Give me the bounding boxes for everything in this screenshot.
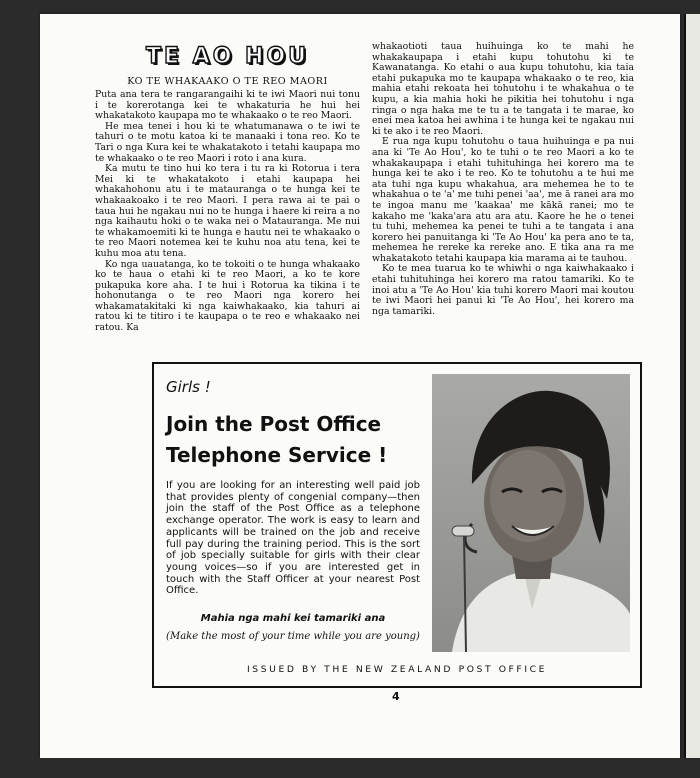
article-paragraph: He mea tenei i hou ki te whatumanawa o te iwi te tahuri o te motu katoa ki te manaaki i tona reo. Ko te Tari o nga Kura kei te whakatakoto i tetahi kaupapa mo te whakaako o te reo Maori i roto i ana kura. — [95, 120, 360, 164]
masthead-title: TE AO HOU — [145, 44, 310, 69]
ad-issuer: ISSUED BY THE NEW ZEALAND POST OFFICE — [246, 664, 548, 675]
ad-eyebrow: Girls ! — [166, 378, 211, 396]
article-column-right — [372, 42, 634, 317]
article-column-left — [95, 90, 360, 334]
ad-headline-line: Telephone Service ! — [166, 443, 388, 467]
ad-headline — [166, 409, 428, 471]
article-paragraph: E rua nga kupu tohutohu o taua huihuinga e pa nui ana ki 'Te Ao Hou', ko te tuhi o te reo Maori a ko te whakakaupapa i etahi tuhituhinga hei korero ma te hunga kei te ako i te reo. Ko te tohutohu a te hui me ata tuhi nga kupu whakahua, ara mehemea he to te whakahua o te 'a' me tuhi penei 'aa', me ā ranei ara mo te ingoa manu me 'kaakaa' me kākā ranei; mo te kakaho me 'kaka'ara atu ara atu. Kaore he he o tenei tu tuhi, mehemea ka penei te tuhi a te tangata i ana korero hei panuitanga ki 'Te Ao Hou' ka pera ano te ta, mehemea he rereke ka rereke ano. E tika ana ra me whakatakoto tetahi kaupapa kia marama ai te tauhou. — [372, 136, 634, 264]
article-paragraph: Ka mutu te tino hui ko tera i tu ra ki Rotorua i tera Mei ki te whakatakoto i etahi kaupapa hei whakahohonu atu i te matauranga o te hunga kei te whakaakoako i te reo Maori. I pera rawa ai te pai o taua hui he ngakau nui no te hunga i haere ki reira a no nga kaihautu hoki o te waka nei o Matauranga. Me nui te whakamoemiti ki te hunga e hautu nei te whakaako o te reo Maori notemea kei te kuhu noa atu tena, kei te kuhu moa atu tena. — [95, 163, 360, 259]
masthead-subtitle: KO TE WHAKAAKO O TE REO MAORI — [127, 76, 328, 87]
telephone-operator-photo — [432, 374, 630, 652]
article-paragraph: Ko te mea tuarua ko te whiwhi o nga kaiwhakaako i etahi tuhituhinga hei korero ma ratou tamariki. Ko te inoi atu a 'Te Ao Hou' kia tuhi korero Maori mai koutou te iwi Maori hei panui ki 'Te Ao Hou', hei korero ma nga tamariki. — [372, 263, 634, 317]
adjacent-page-edge — [684, 14, 700, 758]
ad-maori-slogan: Mahia nga mahi kei tamariki ana — [200, 613, 386, 624]
article-paragraph: Ko nga uauatanga, ko te tokoiti o te hunga whakaako ko te haua o etahi ki te reo Maori, a ko te kore pukapuka kore aha. I te hui i Rotorua ka tikina i te hohonutanga o te reo Maori nga korero hei whakamatakitaki ki nga kaiwhakaako, kia tahuri ai ratou ki te titiro i te kaupapa o te reo e whakaako nei ratou. Ka — [95, 258, 360, 334]
article-paragraph: whakaotioti taua huihuinga ko te mahi he whakakaupapa i etahi kupu tohutohu ki te Kawanatanga. Ko etahi o aua kupu tohutohu, kia taia etahi pukapuka mo te kaupapa whakaako o te reo, kia mahia etahi rekoata hei tohutohu i te whakahua o te kupu, a kia mahia hoki he pikitia hei tohutohu i nga ringa o nga haka me te tu a te tangata i te marae, ko enei mea katoa hei awhina i te hunga kei te ngakau nui ki te ako i te reo Maori. — [372, 41, 634, 137]
article-paragraph: Puta ana tera te rangarangaihi ki te iwi Maori nui tonu i te korerotanga kei te whakaturia he hui hei whakatakoto kaupapa mo te whakaako o te reo Maori. — [95, 89, 360, 122]
ad-body-text: If you are looking for an interesting well paid job that provides plenty of congenial company—then join the staff of the Post Office as a telephone exchange operator. The work is easy to learn and applicants will be trained on the job and receive full pay during the training period. This is the sort of job specially suitable for girls with their clear young voices—so if you are interested get in touch with the Staff Officer at your nearest Post Office. — [166, 480, 420, 597]
scan-background — [0, 758, 700, 778]
page-number: 4 — [392, 690, 400, 703]
operator-portrait-illustration — [432, 374, 630, 652]
ad-headline-line: Join the Post Office — [166, 412, 382, 436]
post-office-advertisement — [152, 362, 642, 688]
ad-slogan-translation: (Make the most of your time while you are young) — [166, 631, 420, 642]
